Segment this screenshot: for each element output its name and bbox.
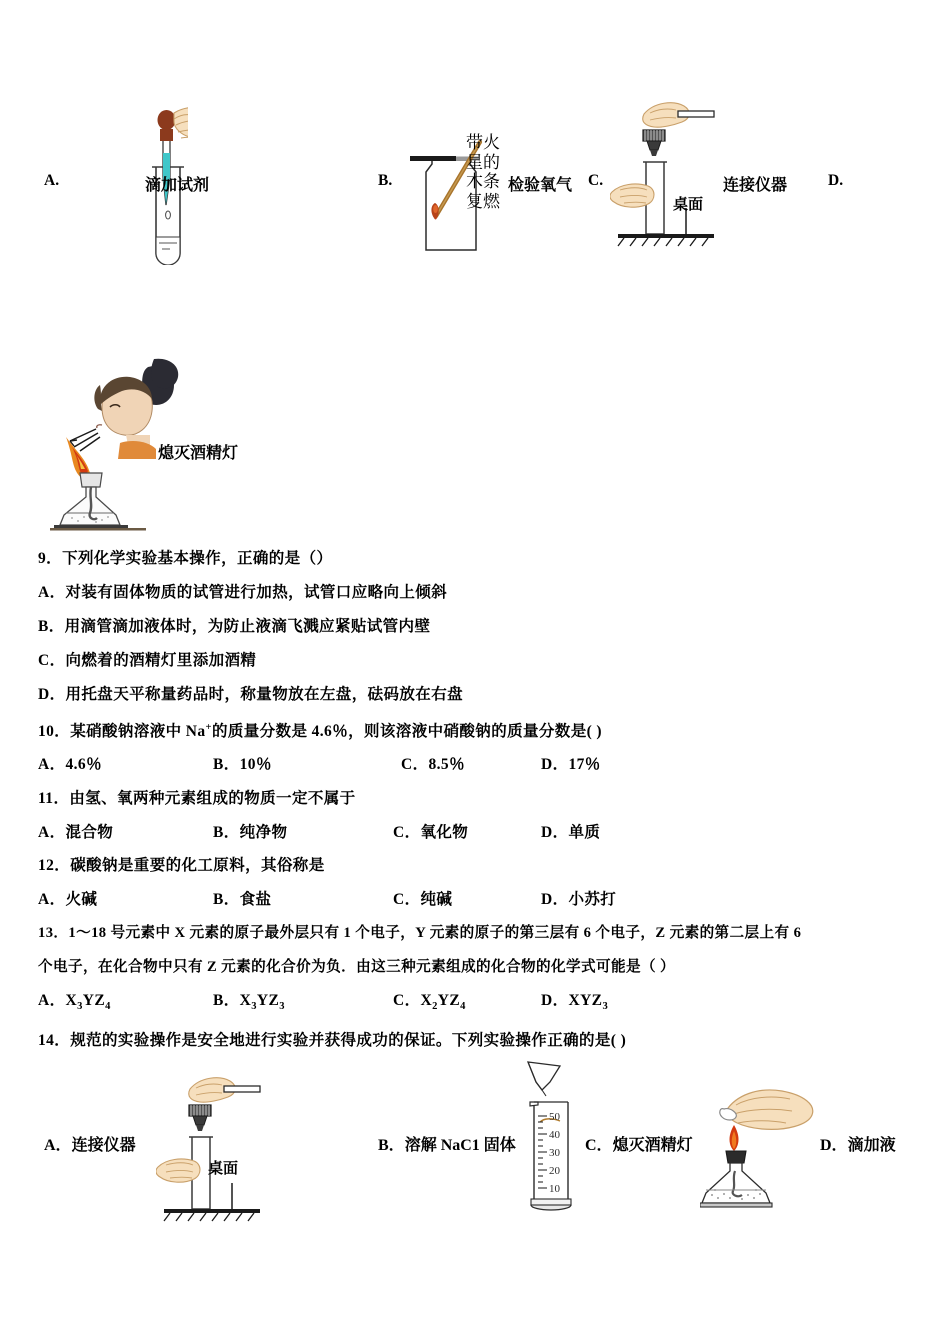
question-13-number: 13． <box>38 925 69 941</box>
option-text: 食盐 <box>239 891 272 908</box>
question-12-number: 12． <box>38 857 71 874</box>
cap-alcohol-lamp-icon <box>700 1085 840 1220</box>
figure-c-table-label-top: 桌面 <box>673 197 704 213</box>
option-label: C． <box>393 891 421 908</box>
question-9-text: 下列化学实验基本操作，正确的是（） <box>62 550 333 567</box>
option-text: 氧化物 <box>420 824 469 841</box>
figure-caption-a-top: 滴加试剂 <box>145 177 210 194</box>
option-text: 单质 <box>568 824 601 841</box>
question-9-option-b <box>38 614 430 636</box>
option-label: A． <box>38 824 66 841</box>
option-text: 17％ <box>568 756 601 773</box>
figure-option-letter-a-top: A. <box>44 172 60 189</box>
question-10-option-a <box>38 752 102 774</box>
question-13-stem-line-1 <box>38 921 801 942</box>
question-12-option-c <box>393 887 452 909</box>
question-10-text-part2: 的质量分数是 4.6％，则该溶液中硝酸钠的质量分数是( ) <box>211 723 602 740</box>
question-14-stem <box>38 1028 626 1050</box>
option-text: 小苏打 <box>568 891 617 908</box>
option-label: B． <box>213 824 240 841</box>
figure-option-letter-b-bottom: B． <box>378 1137 405 1154</box>
option-text: 混合物 <box>65 824 114 841</box>
option-text: 4.6％ <box>65 756 102 773</box>
question-9-stem <box>38 546 332 568</box>
option-text: 8.5％ <box>428 756 465 773</box>
figure-b-vertical-note: 带火 星的 木条 复燃 <box>466 133 500 211</box>
question-9-number: 9． <box>38 550 63 567</box>
option-label: C． <box>393 824 421 841</box>
figure-option-d-bottom <box>820 1132 896 1155</box>
question-12-option-a <box>38 887 97 909</box>
question-11-option-a <box>38 820 113 842</box>
question-14-number: 14． <box>38 1032 71 1049</box>
question-12-option-b <box>213 887 271 909</box>
option-label: A． <box>38 756 66 773</box>
formula: $X_3YZ_4$ <box>65 992 111 1013</box>
option-label: A． <box>38 584 66 601</box>
question-10-option-d <box>541 752 601 774</box>
svg-text:30: 30 <box>549 1147 560 1159</box>
question-13-option-a <box>38 988 111 1012</box>
question-11-stem <box>38 786 356 808</box>
option-label: B． <box>38 618 65 635</box>
question-12-option-d <box>541 887 616 909</box>
question-11-option-c <box>393 820 468 842</box>
question-14-text: 规范的实验操作是安全地进行实验并获得成功的保证。下列实验操作正确的是( ) <box>70 1032 627 1049</box>
figure-option-letter-d-top: D. <box>828 172 844 189</box>
option-text: 向燃着的酒精灯里添加酒精 <box>65 652 257 669</box>
figure-caption-a-bottom: 连接仪器 <box>71 1137 136 1154</box>
question-13-stem-line-2: 个电子，在化合物中只有 Z 元素的化合价为负．由这三种元素组成的化合物的化学式可能是（ ） <box>38 959 676 975</box>
option-text: 纯碱 <box>420 891 453 908</box>
option-text: 用滴管滴加液体时，为防止液滴飞溅应紧贴试管内壁 <box>64 618 431 635</box>
figure-option-letter-d-bottom: D． <box>820 1137 848 1154</box>
question-10-option-b <box>213 752 272 774</box>
figure-caption-c-bottom: 熄灭酒精灯 <box>612 1137 693 1154</box>
graduated-cylinder-funnel-icon <box>516 1060 596 1220</box>
svg-text:40: 40 <box>549 1129 560 1141</box>
option-label: D． <box>541 891 569 908</box>
option-text: 对装有固体物质的试管进行加热，试管口应略向上倾斜 <box>65 584 448 601</box>
question-10-number: 10． <box>38 723 71 740</box>
option-label: C． <box>393 992 421 1009</box>
question-10-text-part1: 某硝酸钠溶液中 Na <box>70 723 206 740</box>
option-label: B． <box>213 891 240 908</box>
question-9-option-c <box>38 648 256 670</box>
option-label: D． <box>541 992 569 1009</box>
question-13-option-c <box>393 988 466 1012</box>
question-9-option-a <box>38 580 447 602</box>
figure-option-letter-a-bottom: A． <box>44 1137 72 1154</box>
question-13-option-d <box>541 988 608 1012</box>
option-label: D． <box>541 824 569 841</box>
figure-option-b-bottom <box>378 1132 516 1155</box>
option-label: B． <box>213 992 240 1009</box>
question-10-superscript: + <box>205 721 212 733</box>
question-11-option-b <box>213 820 287 842</box>
question-10-stem <box>38 719 602 741</box>
option-text: 10％ <box>239 756 272 773</box>
figure-option-letter-c-bottom: C． <box>585 1137 613 1154</box>
formula: $X_2YZ_4$ <box>420 992 466 1013</box>
question-12-stem <box>38 853 325 875</box>
question-11-option-d <box>541 820 600 842</box>
figure-caption-c-top: 连接仪器 <box>723 177 788 194</box>
option-label: B． <box>213 756 240 773</box>
option-text: 火碱 <box>65 891 98 908</box>
question-11-number: 11． <box>38 790 70 807</box>
option-label: C． <box>38 652 66 669</box>
figure-caption-d-bottom: 滴加液 <box>847 1137 896 1154</box>
formula: $XYZ_3$ <box>568 992 609 1013</box>
option-label: C． <box>401 756 429 773</box>
figure-caption-b-bottom: 溶解 NaC1 固体 <box>404 1137 516 1154</box>
question-13-text-1: 1～18 号元素中 X 元素的原子最外层只有 1 个电子，Y 元素的原子的第三层有 6 个电子，Z 元素的第二层上有 6 <box>68 925 802 941</box>
svg-text:50: 50 <box>549 1111 560 1123</box>
figure-option-a-bottom <box>44 1132 136 1155</box>
question-13-option-b <box>213 988 285 1012</box>
question-11-text: 由氢、氧两种元素组成的物质一定不属于 <box>69 790 356 807</box>
option-label: D． <box>541 756 569 773</box>
option-label: A． <box>38 891 66 908</box>
option-label: A． <box>38 992 66 1009</box>
formula: $X_3YZ_3$ <box>239 992 285 1013</box>
svg-text:10: 10 <box>549 1183 560 1195</box>
figure-option-letter-b-top: B. <box>378 172 393 189</box>
figure-caption-b-top: 检验氧气 <box>508 177 573 194</box>
insert-stopper-into-test-tube-icon-top <box>610 100 735 255</box>
figure-option-c-bottom <box>585 1132 693 1155</box>
option-text: 用托盘天平称量药品时，称量物放在左盘，砝码放在右盘 <box>65 686 464 703</box>
question-10-option-c <box>401 752 465 774</box>
question-9-option-d <box>38 682 463 704</box>
insert-stopper-into-test-tube-icon-bottom <box>156 1075 281 1230</box>
question-12-text: 碳酸钠是重要的化工原料，其俗称是 <box>70 857 325 874</box>
figure-a-table-label-bottom: 桌面 <box>208 1161 239 1177</box>
option-text: 纯净物 <box>239 824 288 841</box>
svg-text:20: 20 <box>549 1165 560 1177</box>
option-label: D． <box>38 686 66 703</box>
figure-caption-d-top: 熄灭酒精灯 <box>158 445 239 462</box>
figure-option-letter-c-top: C. <box>588 172 604 189</box>
